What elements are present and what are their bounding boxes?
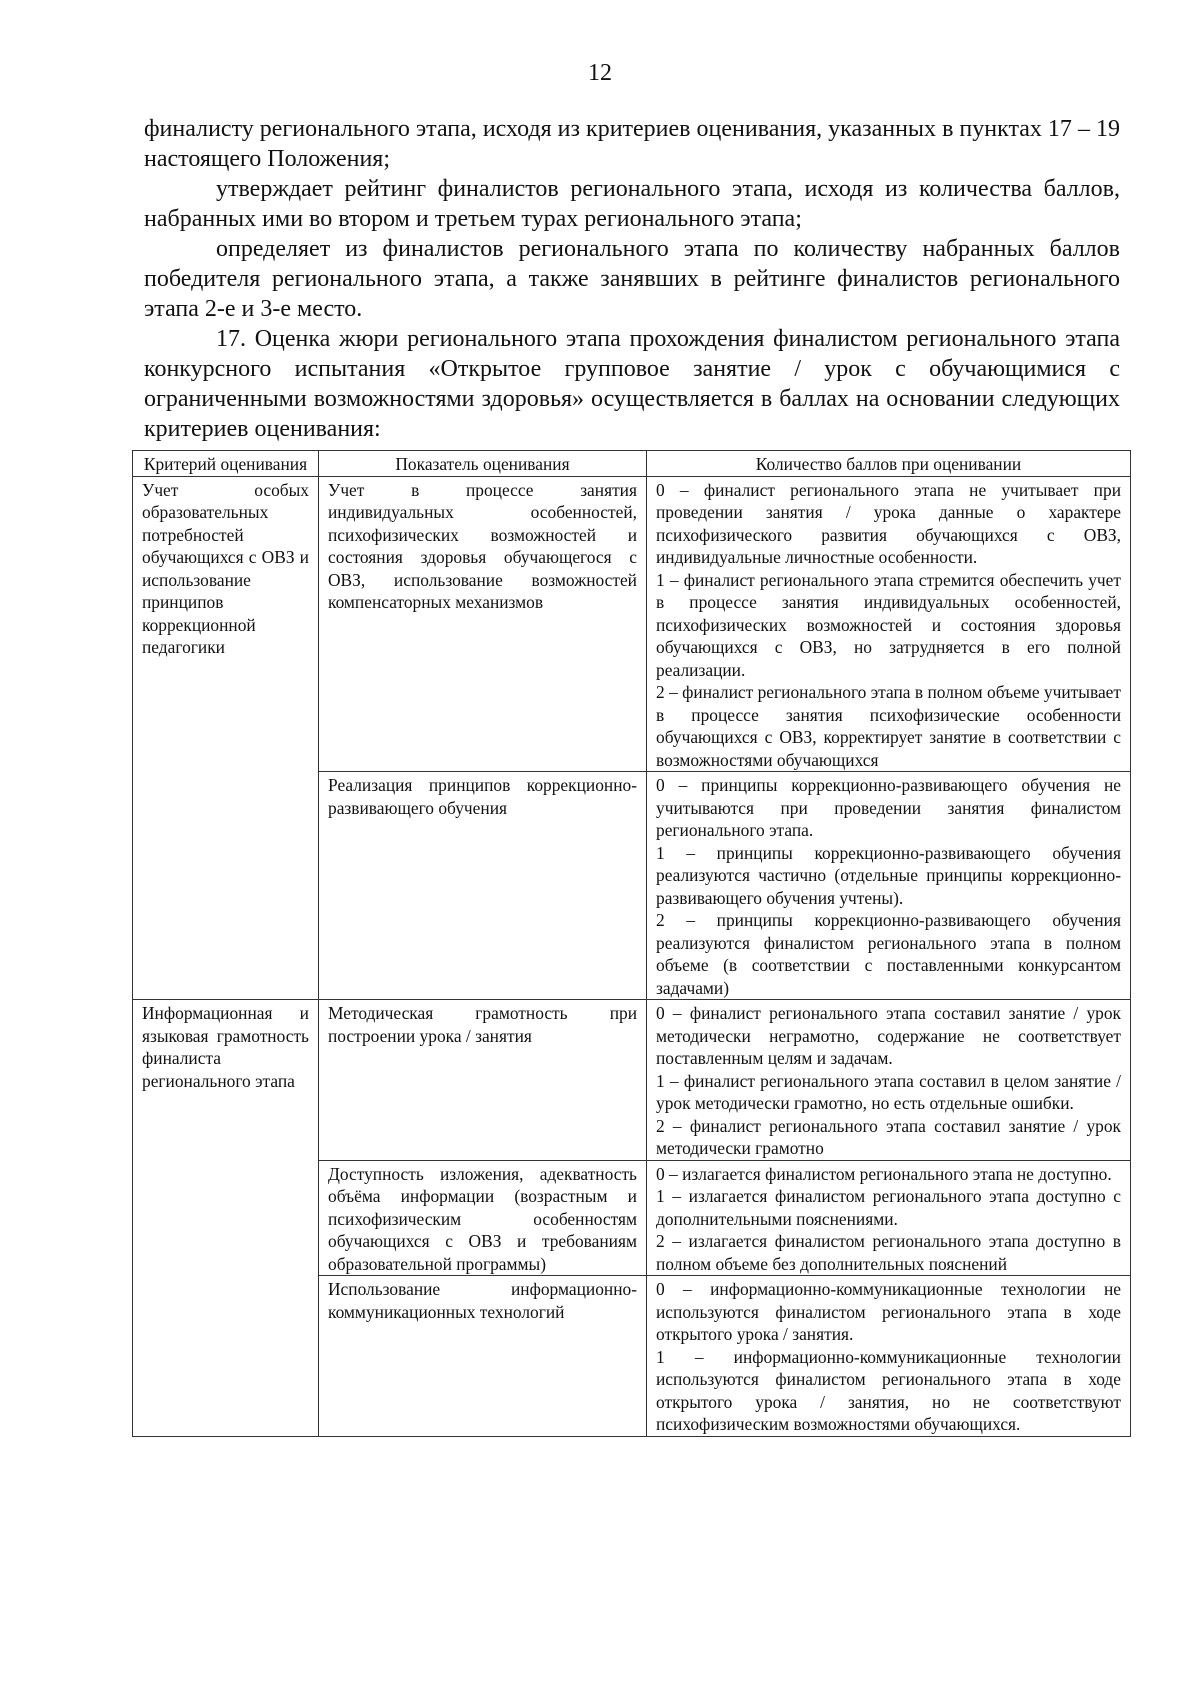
score-line: 0 – принципы коррекционно-развивающего обучения не учитываются при проведении занятия финалистом регионального этапа. — [656, 775, 1121, 840]
paragraph: 17. Оценка жюри регионального этапа прохождения финалистом регионального этапа конкурсного испытания «Открытое групповое занятие / урок с обучающимися с ограниченными возможностями здоровья» осуществляется в баллах на основании следующих критериев оценивания: — [144, 326, 1120, 442]
page-number: 12 — [588, 60, 612, 86]
score-line: 0 – финалист регионального этапа составил занятие / урок методически неграмотно, содержание не соответствует поставленным целям и задачам. — [656, 1003, 1121, 1068]
score-line: 1 – излагается финалистом регионального этапа доступно с дополнительными пояснениями. — [656, 1186, 1121, 1229]
scores-cell — [647, 1276, 1131, 1437]
score-line: 0 – информационно-коммуникационные технологии не используются финалистом регионального этапа в ходе открытого урока / занятия. — [656, 1279, 1121, 1344]
table-row — [133, 476, 1131, 772]
score-line: 0 – излагается финалистом регионального этапа не доступно. — [656, 1163, 1112, 1184]
criterion-cell: Учет особых образовательных потребностей обучающихся с ОВЗ и использование принципов коррекционной педагогики — [133, 476, 319, 1000]
paragraph: утверждает рейтинг финалистов регионального этапа, исходя из количества баллов, набранных ими во втором и третьем турах регионального этапа; — [144, 176, 1120, 232]
score-line: 2 – принципы коррекционно-развивающего обучения реализуются финалистом регионального этапа в полном объеме (в соответствии с поставленными конкурсантом задачами) — [656, 910, 1121, 998]
indicator-cell: Доступность изложения, адекватность объёма информации (возрастным и психофизическим особенностям обучающихся с ОВЗ и требованиям образовательной программы) — [319, 1160, 647, 1276]
table-header-row — [133, 451, 1131, 477]
column-header-indicator: Показатель оценивания — [319, 451, 647, 477]
criteria-table — [132, 450, 1131, 1437]
scores-cell — [647, 476, 1131, 772]
indicator-cell: Использование информационно-коммуникационных технологий — [319, 1276, 647, 1437]
score-line: 1 – принципы коррекционно-развивающего обучения реализуются частично (отдельные принципы коррекционно-развивающего обучения учтены). — [656, 842, 1121, 908]
scores-cell — [647, 772, 1131, 1000]
scores-cell — [647, 1160, 1131, 1276]
indicator-cell: Учет в процессе занятия индивидуальных особенностей, психофизических возможностей и состояния здоровья обучающегося с ОВЗ, использование возможностей компенсаторных механизмов — [319, 476, 647, 772]
score-line: 1 – информационно-коммуникационные технологии используются финалистом регионального этапа в ходе открытого урока / занятия, но не соответствуют психофизическим возможностями обучающихся. — [656, 1346, 1121, 1434]
paragraph: финалисту регионального этапа, исходя из критериев оценивания, указанных в пунктах 17 – 19 настоящего Положения; — [144, 116, 1120, 172]
score-line: 0 – финалист регионального этапа не учитывает при проведении занятия / урока данные о характере психофизического развития обучающихся с ОВЗ, индивидуальные личностные особенности. — [656, 479, 1121, 567]
indicator-cell: Реализация принципов коррекционно-развивающего обучения — [319, 772, 647, 1000]
criterion-cell: Информационная и языковая грамотность финалиста регионального этапа — [133, 1000, 319, 1437]
score-line: 1 – финалист регионального этапа составил в целом занятие / урок методически грамотно, но есть отдельные ошибки. — [656, 1070, 1121, 1113]
paragraph: определяет из финалистов регионального этапа по количеству набранных баллов победителя регионального этапа, а также занявших в рейтинге финалистов регионального этапа 2-е и 3-е место. — [144, 236, 1120, 322]
table-row — [133, 1000, 1131, 1161]
indicator-cell: Методическая грамотность при построении урока / занятия — [319, 1000, 647, 1161]
body-text — [144, 114, 1120, 444]
scores-cell — [647, 1000, 1131, 1161]
score-line: 2 – финалист регионального этапа составил занятие / урок методически грамотно — [656, 1115, 1121, 1158]
score-line: 2 – излагается финалистом регионального этапа доступно в полном объеме без дополнительных пояснений — [656, 1231, 1121, 1274]
score-line: 2 – финалист регионального этапа в полном объеме учитывает в процессе занятия психофизические особенности обучающихся с ОВЗ, корректирует занятие в соответствии с возможностями обучающихся — [656, 682, 1121, 770]
column-header-scores: Количество баллов при оценивании — [647, 451, 1131, 477]
score-line: 1 – финалист регионального этапа стремится обеспечить учет в процессе занятия индивидуальных особенностей, психофизических возможностей и состояния здоровья обучающихся с ОВЗ, но затрудняется в его полной реализации. — [656, 569, 1121, 680]
column-header-criterion: Критерий оценивания — [133, 451, 319, 477]
